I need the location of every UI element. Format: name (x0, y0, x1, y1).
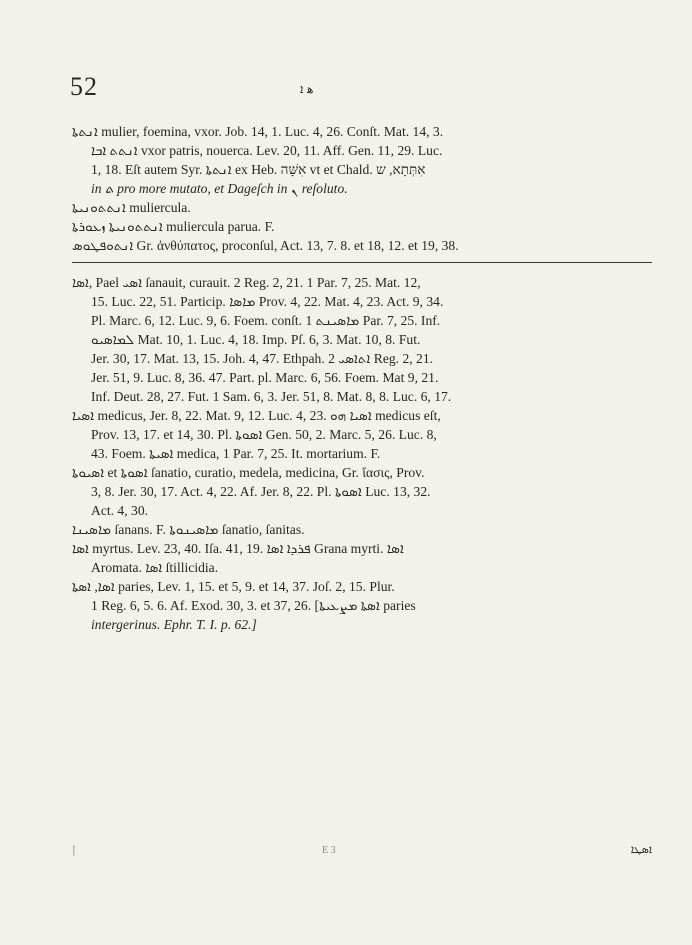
entry-line: Pl. Marc. 6, 12. Luc. 9, 6. Foem. conſt. ܡܐܣܝܢܬ 1 Par. 7, 25. Inf. (91, 313, 441, 328)
entry-line: in ܬ pro more mutato, et Dageſch in ܢ reſoluto. (91, 181, 348, 196)
entry-line: Jer. 30, 17. Mat. 13, 15. Joh. 4, 47. Ethpah. ܐܬܐܣܝ 2 Reg. 2, 21. (91, 351, 434, 366)
entry-line: ܐܢܬܬܐ mulier, foemina, vxor. Job. 14, 1. Luc. 4, 26. Conſt. Mat. 14, 3. (72, 124, 444, 139)
entry-line: ܐܣܐ myrtus. Lev. 23, 40. Iſa. 41, 19. ܦܪܕܐ ܐܣܐ Grana myrti. ܐܣܐ (72, 541, 404, 556)
entry-sanauit (72, 273, 657, 406)
entry-antta (72, 122, 657, 198)
entry-line: ܠܡܐܣܝܘ Mat. 10, 1. Luc. 4, 18. Imp. Pſ. 6, 3. Mat. 10, 8. Fut. (91, 332, 421, 347)
section-divider (72, 262, 652, 263)
running-head: ﻫ ܐ (300, 82, 314, 96)
entry-medicus (72, 406, 657, 463)
entry-line: ܐܢܬܬ ܐܒܐ vxor patris, nouerca. Lev. 20, 11. Aff. Gen. 11, 29. Luc. (91, 143, 443, 158)
page-header (0, 70, 692, 110)
entry-line: Act. 4, 30. (91, 503, 149, 518)
entry-line: Prov. 13, 17. et 14, 30. Pl. ܐܣܘܬܐ Gen. 50, 2. Marc. 5, 26. Luc. 8, (91, 427, 437, 442)
entry-line: ܐܢܬܬܘܢܝܬܐ ܙܥܘܪܬܐ muliercula parua. F. (72, 219, 275, 234)
footer-mark: | (72, 843, 76, 856)
entry-line: Jer. 51, 9. Luc. 8, 36. 47. Part. pl. Marc. 6, 56. Foem. Mat 9, 21. (91, 370, 439, 385)
entry-line: intergerinus. Ephr. T. I. p. 62.] (91, 617, 257, 632)
entry-line: 1, 18. Eſt autem Syr. ܐܢܬܬܐ ex Heb. אִשָּׁה vt et Chald. אִתְּתָא, ש (91, 162, 426, 177)
entry-line: 1 Reg. 6, 5. 6. Af. Exod. 30, 3. et 37, 26. [ܐܣܬܐ ܡܨܥܝܬܐ paries (91, 598, 416, 613)
entry-line: Aromata. ܐܣܐ ſtillicidia. (91, 560, 219, 575)
entry-line: ܐܣܐ, ܐܣܬܐ paries, Lev. 1, 15. et 5, 9. et 14, 37. Joſ. 2, 15. Plur. (72, 579, 395, 594)
dictionary-body (72, 122, 657, 634)
entry-paries (72, 577, 657, 634)
signature-mark: E 3 (322, 845, 336, 856)
entry-proconsul (72, 236, 657, 255)
entry-myrtus (72, 539, 657, 577)
entry-line: Inf. Deut. 28, 27. Fut. 1 Sam. 6, 3. Jer. 51, 8. Mat. 8, 8. Luc. 6, 17. (91, 389, 452, 404)
entry-line: ܡܐܣܝܢܐ ſanans. F. ܡܐܣܝܢܘܬܐ ſanatio, ſanitas. (72, 522, 305, 537)
entry-line: 15. Luc. 22, 51. Particip. ܡܐܣܐ Prov. 4, 22. Mat. 4, 23. Act. 9, 34. (91, 294, 444, 309)
entry-line: ܐܣܝܐ medicus, Jer. 8, 22. Mat. 9, 12. Luc. 4, 23. ܐܣܝܐ ܗܘ medicus eſt, (72, 408, 441, 423)
catchword: ܐܣܛܐ (630, 843, 652, 856)
entry-muliercula (72, 198, 657, 217)
entry-line: ܐܢܬܘܦܛܘܣ Gr. ἀνθύπατος, proconſul, Act. 13, 7. 8. et 18, 12. et 19, 38. (72, 238, 459, 253)
entry-line: ܐܣܝܘܬܐ et ܐܣܘܬܐ ſanatio, curatio, medela, medicina, Gr. ἴασις, Prov. (72, 465, 425, 480)
page-number: 52 (70, 72, 98, 101)
entry-line: ܐܣܐ, Pael ܐܣܝ ſanauit, curauit. 2 Reg. 2, 21. 1 Par. 7, 25. Mat. 12, (72, 275, 421, 290)
entry-sanans (72, 520, 657, 539)
page-footer (72, 843, 657, 863)
entry-sanatio (72, 463, 657, 520)
entry-line: ܐܢܬܬܘܢܝܬܐ muliercula. (72, 200, 191, 215)
entry-line: 3, 8. Jer. 30, 17. Act. 4, 22. Af. Jer. 8, 22. Pl. ܐܣܘܬܐ Luc. 13, 32. (91, 484, 431, 499)
entry-line: 43. Foem. ܐܣܝܬܐ medica, 1 Par. 7, 25. It. mortarium. F. (91, 446, 381, 461)
entry-muliercula-parua (72, 217, 657, 236)
